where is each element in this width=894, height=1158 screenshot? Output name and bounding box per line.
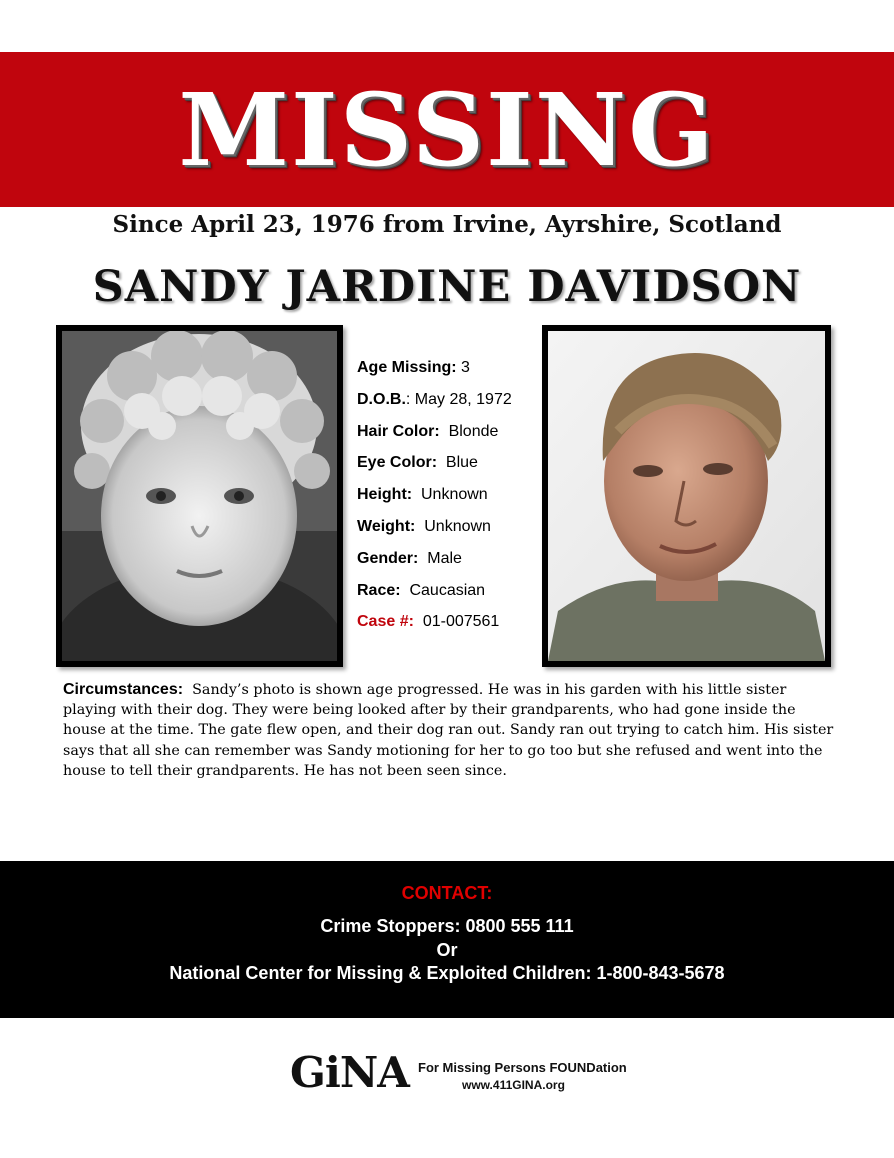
fact-hair-color xyxy=(357,420,537,452)
fact-value: Unknown xyxy=(412,486,488,504)
fact-value: Blue xyxy=(437,454,478,472)
logo-url: www.411GINA.org xyxy=(462,1078,565,1092)
fact-label: D.O.B. xyxy=(357,390,406,408)
fact-gender xyxy=(357,547,537,579)
contact-or: Or xyxy=(436,940,458,960)
circumstances-label: Circumstances: xyxy=(63,681,184,698)
person-name: SANDY JARDINE DAVIDSON xyxy=(92,262,802,312)
contact-title: CONTACT: xyxy=(401,883,493,903)
fact-value: 01-007561 xyxy=(413,613,500,631)
fact-label: Gender: xyxy=(357,549,419,567)
fact-label: Height: xyxy=(357,486,413,504)
fact-label: Eye Color: xyxy=(357,454,438,472)
logo-wordmark: GiNA xyxy=(290,1048,409,1097)
fact-age-missing xyxy=(357,356,537,388)
fact-label: Weight: xyxy=(357,517,416,535)
adult-photo-icon xyxy=(548,331,825,661)
fact-label: Case #: xyxy=(357,613,414,631)
fact-weight xyxy=(357,515,537,547)
fact-race xyxy=(357,579,537,611)
child-photo xyxy=(56,325,343,667)
fact-label: Race: xyxy=(357,581,401,599)
fact-value: Caucasian xyxy=(400,581,486,599)
fact-label: Hair Color: xyxy=(357,422,440,440)
banner-title: MISSING xyxy=(178,70,716,189)
missing-banner xyxy=(0,52,894,207)
contact-section xyxy=(0,861,894,1018)
ncmec-line: National Center for Missing & Exploited Children: 1-800-843-5678 xyxy=(169,963,725,983)
fact-value: : May 28, 1972 xyxy=(405,390,512,408)
fact-dob xyxy=(357,388,537,420)
child-photo-icon xyxy=(62,331,337,661)
fact-value: Blonde xyxy=(439,422,499,440)
logo-tagline: For Missing Persons FOUNDation xyxy=(418,1060,627,1075)
crime-stoppers-line: Crime Stoppers: 0800 555 111 xyxy=(320,916,574,936)
circumstances xyxy=(63,680,835,781)
fact-eye-color xyxy=(357,451,537,483)
facts-list xyxy=(357,356,537,642)
fact-value: Male xyxy=(418,549,462,567)
fact-value: Unknown xyxy=(415,517,491,535)
fact-value: 3 xyxy=(456,359,470,376)
fact-height xyxy=(357,483,537,515)
fact-label: Age Missing: xyxy=(357,359,457,376)
missing-since: Since April 23, 1976 from Irvine, Ayrshire, Scotland xyxy=(112,211,782,238)
circumstances-text: Sandy’s photo is shown age progressed. He was in his garden with his little sister playing with their dog. They were being looked after by their grandparents, who had gone inside the house at the time. The gate flew open, and their dog ran out. Sandy ran out trying to catch him. His sister says that all she can remember was Sandy motioning for her to go too but she refused and went into the house to tell their grandparents. He has not been seen since. xyxy=(63,682,834,779)
adult-photo xyxy=(542,325,831,667)
fact-case-number xyxy=(357,610,537,642)
